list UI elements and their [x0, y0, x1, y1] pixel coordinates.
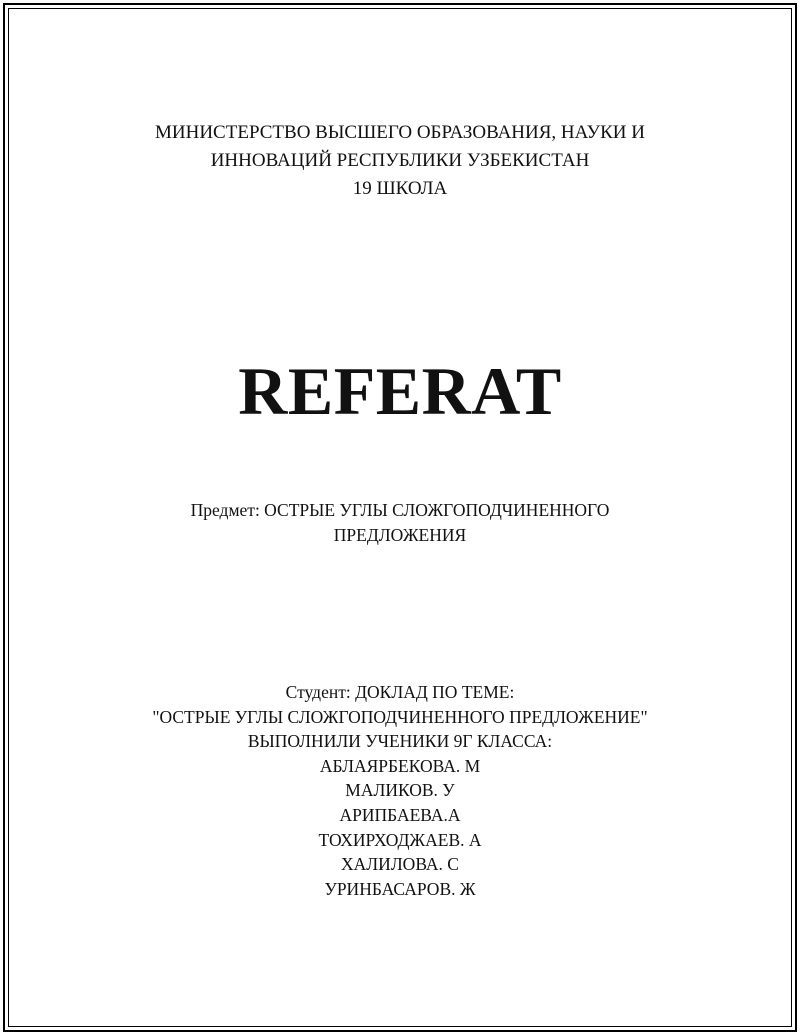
header-line: ИННОВАЦИЙ РЕСПУБЛИКИ УЗБЕКИСТАН	[210, 150, 590, 171]
student-name: УРИНБАСАРОВ. Ж	[324, 878, 476, 899]
student-line: "ОСТРЫЕ УГЛЫ СЛОЖГОПОДЧИНЕННОГО ПРЕДЛОЖЕНИЕ"	[152, 706, 648, 727]
header-line: 19 ШКОЛА	[352, 178, 448, 199]
student-line: Студент: ДОКЛАД ПО ТЕМЕ:	[285, 682, 515, 702]
subject-line: Предмет: ОСТРЫЕ УГЛЫ СЛОЖГОПОДЧИНЕННОГО	[190, 500, 610, 520]
student-block	[0, 680, 800, 901]
student-name: АБЛАЯРБЕКОВА. М	[319, 755, 481, 776]
document-title: REFERAT	[238, 353, 562, 429]
student-name: ТОХИРХОДЖАЕВ. А	[318, 829, 482, 850]
student-name: МАЛИКОВ. У	[345, 780, 455, 801]
subject-block	[0, 498, 800, 548]
student-name: АРИПБАЕВА.А	[339, 804, 461, 825]
student-name: ХАЛИЛОВА. С	[341, 854, 459, 875]
subject-line: ПРЕДЛОЖЕНИЯ	[333, 525, 467, 545]
institution-header	[0, 119, 800, 203]
student-line: ВЫПОЛНИЛИ УЧЕНИКИ 9Г КЛАССА:	[247, 731, 553, 752]
header-line: МИНИСТЕРСТВО ВЫСШЕГО ОБРАЗОВАНИЯ, НАУКИ И	[155, 122, 645, 143]
